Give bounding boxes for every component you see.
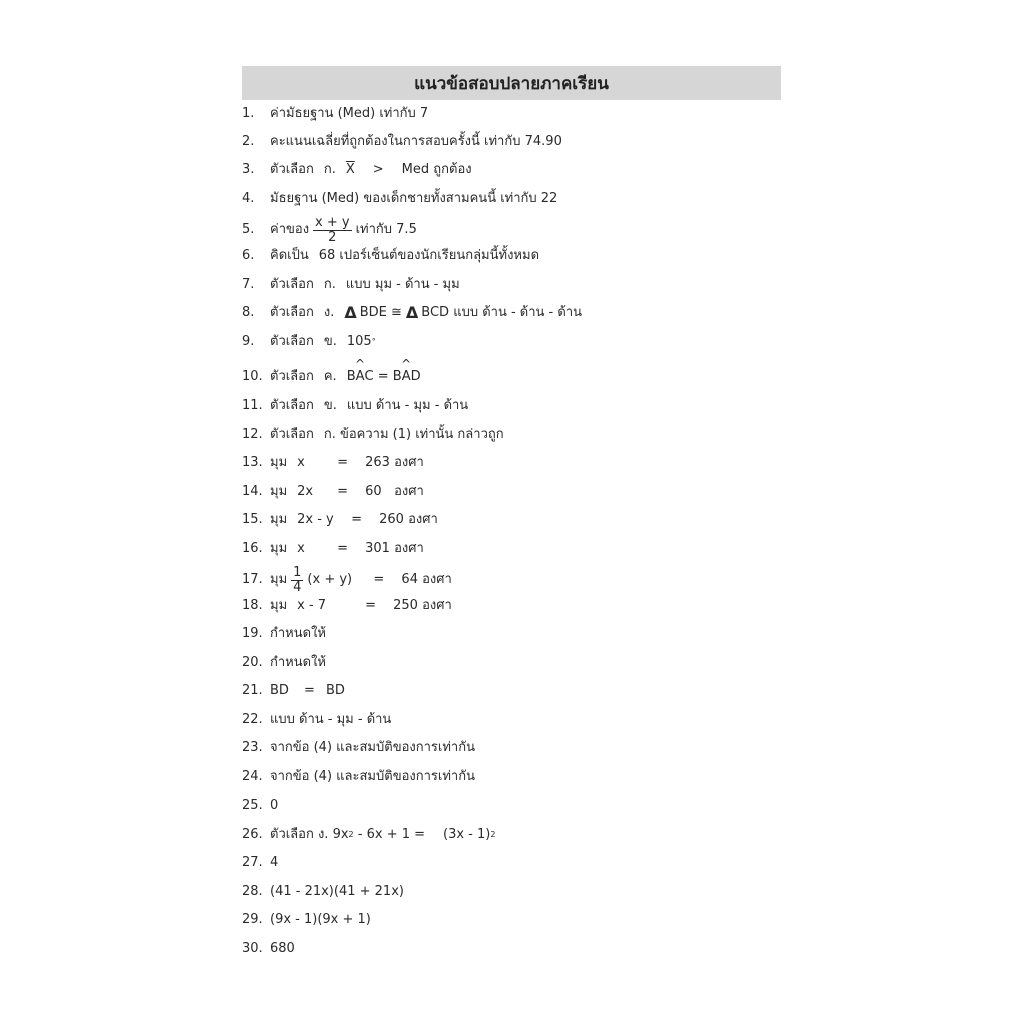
angle-bac: B^ AC — [347, 367, 374, 387]
list-item — [242, 332, 376, 352]
equals-sign: = — [373, 572, 385, 587]
list-item — [242, 624, 326, 644]
item-number: 7. — [242, 277, 255, 292]
item-choice: ก. — [323, 277, 336, 292]
item-text: แบบ มุม - ด้าน - มุม — [345, 277, 460, 292]
equals-sign: = — [373, 369, 393, 384]
item-number: 18. — [242, 598, 263, 613]
item-number: 25. — [242, 798, 263, 813]
item-number: 4. — [242, 191, 255, 206]
list-item — [242, 767, 475, 787]
item-label: คิดเป็น — [270, 248, 309, 263]
list-item — [242, 853, 278, 873]
list-item — [242, 246, 539, 266]
item-number: 20. — [242, 655, 263, 670]
item-text: มัธยฐาน (Med) ของเด็กชายทั้งสามคนนี้ เท่ากับ 22 — [270, 191, 558, 206]
list-item — [242, 939, 295, 959]
denominator: 4 — [293, 579, 302, 595]
list-item — [242, 825, 495, 845]
item-label: ตัวเลือก — [270, 162, 314, 177]
item-choice: ข. — [323, 334, 337, 349]
item-number: 16. — [242, 541, 263, 556]
item-text: แบบ ด้าน - มุม - ด้าน — [346, 398, 469, 413]
angle-bad: B^ AD — [393, 367, 421, 387]
list-item — [242, 738, 475, 758]
exponent: 2 — [348, 830, 354, 839]
item-number: 8. — [242, 305, 255, 320]
item-number: 6. — [242, 248, 255, 263]
item-number: 15. — [242, 512, 263, 527]
item-number: 23. — [242, 740, 263, 755]
item-text: เท่ากับ 7.5 — [355, 222, 417, 237]
item-text: BCD แบบ ด้าน - ด้าน - ด้าน — [421, 305, 583, 320]
item-text: จากข้อ (4) และสมบัติของการเท่ากัน — [270, 769, 475, 784]
list-item — [242, 710, 391, 730]
numerator: 1 — [293, 564, 302, 580]
degree-sign: ° — [371, 337, 376, 346]
list-item — [242, 189, 557, 209]
item-var: 2x - y — [297, 512, 334, 527]
item-text: 105 — [346, 334, 372, 349]
list-item — [242, 681, 345, 701]
item-text: 263 องศา — [365, 455, 424, 470]
list-item — [242, 596, 452, 616]
equals-sign: = — [365, 598, 377, 613]
item-var: - 6x + 1 = — [353, 827, 426, 842]
item-text: 0 — [270, 798, 279, 813]
item-number: 14. — [242, 484, 263, 499]
item-label: ตัวเลือก — [270, 305, 314, 320]
item-number: 26. — [242, 827, 263, 842]
item-choice: ค. — [323, 369, 337, 384]
list-item — [242, 482, 424, 502]
item-label: ตัวเลือก — [270, 427, 314, 442]
item-choice: ก. — [323, 162, 336, 177]
item-text: กำหนดให้ — [270, 626, 326, 641]
list-item — [242, 275, 460, 295]
item-number: 19. — [242, 626, 263, 641]
item-label: มุม — [270, 541, 288, 556]
item-number: 9. — [242, 334, 255, 349]
item-label: ตัวเลือก ง. 9x — [270, 827, 349, 842]
item-number: 30. — [242, 941, 263, 956]
congruence-left: BDE ≅ — [359, 305, 402, 320]
item-number: 5. — [242, 222, 255, 237]
list-item — [242, 303, 582, 323]
item-label: มุม — [270, 484, 288, 499]
exponent: 2 — [490, 830, 496, 839]
item-label: ตัวเลือก — [270, 398, 314, 413]
item-text: 64 องศา — [401, 572, 452, 587]
list-item — [242, 882, 404, 902]
item-label: มุม — [270, 572, 288, 587]
equals-sign: = — [337, 541, 349, 556]
fraction — [313, 216, 352, 245]
item-text: Med ถูกต้อง — [401, 162, 472, 177]
item-number: 3. — [242, 162, 255, 177]
item-text: จากข้อ (4) และสมบัติของการเท่ากัน — [270, 740, 475, 755]
item-var: (x + y) — [307, 572, 353, 587]
item-label: BD — [270, 683, 289, 698]
list-item — [242, 425, 504, 445]
item-text: 250 องศา — [393, 598, 452, 613]
greater-sign: > — [372, 162, 384, 177]
item-var: x — [297, 455, 305, 470]
item-text: ค่ามัธยฐาน (Med) เท่ากับ 7 — [270, 106, 429, 121]
list-item — [242, 565, 452, 595]
denominator: 2 — [328, 229, 337, 245]
item-text: 68 เปอร์เซ็นต์ของนักเรียนกลุ่มนี้ทั้งหมด — [318, 248, 540, 263]
item-text: 260 องศา — [379, 512, 438, 527]
item-label: มุม — [270, 455, 288, 470]
equals-sign: = — [304, 683, 315, 698]
list-item — [242, 160, 472, 180]
item-var: 2x — [297, 484, 314, 499]
item-number: 27. — [242, 855, 263, 870]
section-header — [242, 66, 781, 100]
item-text: คะแนนเฉลี่ยที่ถูกต้องในการสอบครั้งนี้ เท่ากับ 74.90 — [270, 134, 562, 149]
list-item — [242, 653, 326, 673]
item-text: แบบ ด้าน - มุม - ด้าน — [270, 712, 392, 727]
item-number: 1. — [242, 106, 255, 121]
list-item — [242, 367, 421, 387]
list-item — [242, 910, 371, 930]
item-var: x — [297, 541, 305, 556]
item-label: ตัวเลือก — [270, 277, 314, 292]
item-number: 10. — [242, 369, 263, 384]
fraction — [291, 566, 303, 595]
item-number: 12. — [242, 427, 263, 442]
item-label: มุม — [270, 512, 288, 527]
item-text: (3x - 1) — [443, 827, 491, 842]
item-label: ค่าของ — [270, 222, 310, 237]
list-item — [242, 104, 428, 124]
item-number: 2. — [242, 134, 255, 149]
list-item — [242, 539, 424, 559]
item-text: (9x - 1)(9x + 1) — [270, 912, 371, 927]
item-label: ตัวเลือก — [270, 334, 314, 349]
page-title: แนวข้อสอบปลายภาคเรียน — [414, 73, 609, 94]
x-bar: $\overline{X}$ — [345, 162, 355, 177]
item-number: 28. — [242, 884, 263, 899]
item-text: กำหนดให้ — [270, 655, 326, 670]
item-number: 24. — [242, 769, 263, 784]
item-number: 11. — [242, 398, 263, 413]
list-item — [242, 396, 468, 416]
equals-sign: = — [351, 512, 363, 527]
list-item — [242, 132, 562, 152]
triangle-symbol: Δ — [405, 303, 419, 322]
equals-sign: = — [337, 484, 349, 499]
equals-sign: = — [337, 455, 349, 470]
list-item — [242, 453, 424, 473]
item-text: 301 องศา — [365, 541, 424, 556]
item-number: 22. — [242, 712, 263, 727]
item-number: 21. — [242, 683, 263, 698]
list-item — [242, 510, 438, 530]
triangle-symbol: Δ — [344, 303, 357, 322]
item-number: 29. — [242, 912, 263, 927]
list-item — [242, 214, 417, 245]
item-text: ก. ข้อความ (1) เท่านั้น กล่าวถูก — [323, 427, 504, 442]
list-item — [242, 796, 278, 816]
item-choice: ข. — [323, 398, 337, 413]
item-text: (41 - 21x)(41 + 21x) — [270, 884, 404, 899]
item-label: ตัวเลือก — [270, 369, 314, 384]
item-text: 680 — [270, 941, 295, 956]
item-number: 13. — [242, 455, 263, 470]
item-text: 4 — [270, 855, 279, 870]
item-text: 60 องศา — [365, 484, 424, 499]
item-label: มุม — [270, 598, 288, 613]
numerator: x + y — [315, 214, 350, 230]
item-choice: ง. — [323, 305, 335, 320]
item-number: 17. — [242, 572, 263, 587]
item-text: BD — [326, 683, 345, 698]
item-var: x - 7 — [297, 598, 327, 613]
